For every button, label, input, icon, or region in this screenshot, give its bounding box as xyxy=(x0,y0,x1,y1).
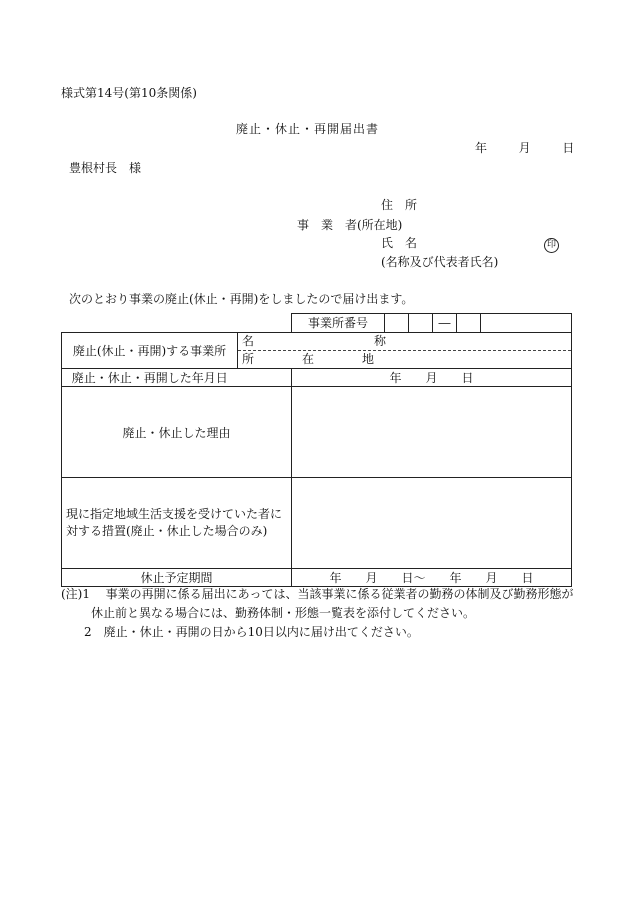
date-month: 月 xyxy=(518,141,531,155)
measures-label xyxy=(62,478,292,569)
address-label: 住 所 xyxy=(381,198,418,212)
reason-field[interactable] xyxy=(292,387,572,478)
office-number-box[interactable] xyxy=(408,314,432,332)
intro-text: 次のとおり事業の廃止(休止・再開)をしましたので届け出ます。 xyxy=(69,292,414,306)
form-number: 様式第14号(第10条関係) xyxy=(61,86,197,100)
office-number-box[interactable] xyxy=(384,314,408,332)
note-1-line-2: 休止前と異なる場合には、勤務体制・形態一覧表を添付してください。 xyxy=(91,606,476,620)
office-name-field[interactable]: 名 称 xyxy=(238,333,571,351)
office-address-field[interactable]: 所 在 地 xyxy=(242,352,375,366)
office-number-box[interactable] xyxy=(480,314,503,332)
date-label: 廃止・休止・再開した年月日 xyxy=(62,369,238,387)
date-day: 日 xyxy=(562,141,575,155)
addressee: 豊根村長 様 xyxy=(69,161,142,175)
business-label: 事 業 者(所在地) xyxy=(297,218,403,232)
date-value-field[interactable]: 年 月 日 xyxy=(292,369,572,387)
measures-label-line: 対する措置(廃止・休止した場合のみ) xyxy=(66,524,268,538)
note-2: 2 廃止・休止・再開の日から10日以内に届け出てください。 xyxy=(84,625,419,639)
name-note: (名称及び代表者氏名) xyxy=(381,255,499,269)
note-prefix: (注)1 xyxy=(61,587,90,601)
office-label: 廃止(休止・再開)する事業所 xyxy=(62,333,238,369)
notification-table xyxy=(61,313,572,587)
reason-label: 廃止・休止した理由 xyxy=(62,387,292,478)
name-label: 氏 名 xyxy=(381,236,418,250)
period-value-field[interactable]: 年 月 日〜 年 月 日 xyxy=(292,569,572,587)
document-title: 廃止・休止・再開届出書 xyxy=(236,122,380,136)
office-number-label: 事業所番号 xyxy=(307,316,368,330)
date-line xyxy=(475,141,574,155)
note-1-line-1: 事業の再開に係る届出にあっては、当該事業に係る従業者の勤務の体制及び勤務形態が xyxy=(105,587,574,601)
office-number-box[interactable] xyxy=(456,314,480,332)
period-label: 休止予定期間 xyxy=(62,569,292,587)
measures-label-line: 現に指定地域生活支援を受けていた者に xyxy=(66,507,283,521)
measures-field[interactable] xyxy=(292,478,572,569)
office-number-row xyxy=(292,314,572,333)
office-number-dash: ― xyxy=(432,314,456,332)
seal-mark xyxy=(544,236,559,253)
seal-icon: 印 xyxy=(544,238,559,253)
date-year: 年 xyxy=(475,141,488,155)
note-1 xyxy=(61,587,574,601)
